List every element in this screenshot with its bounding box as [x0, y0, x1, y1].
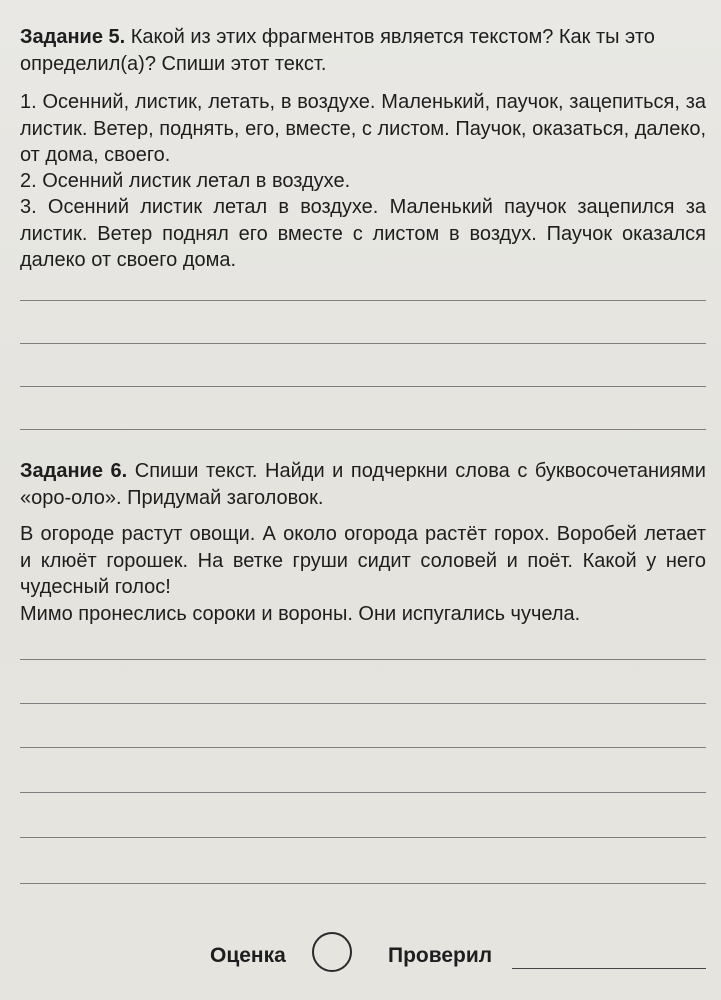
checked-by-label: Проверил: [388, 944, 493, 967]
writing-line[interactable]: [20, 747, 706, 748]
task-6-text: [20, 521, 706, 601]
writing-line[interactable]: [20, 429, 706, 430]
task-6-text-2: [20, 601, 706, 628]
task-5-item-3: [20, 194, 706, 274]
task-5-title: [20, 24, 706, 78]
task-6: [20, 458, 706, 512]
task-6-paragraph-2: Мимо пронеслись сороки и вороны. Они испугались чучела.: [20, 603, 581, 625]
task-6-title: [20, 458, 706, 512]
task-5-item-1-text: 1. Осенний, листик, летать, в воздухе. Маленький, паучок, зацепиться, за листик. Ветер, поднять, его, вместе, с листом. Паучок, оказаться, далеко, от дома, своего.: [20, 91, 706, 166]
task-5-instruction: Какой из этих фрагментов является текстом? Как ты это определил(а)? Спиши этот текст.: [20, 26, 655, 75]
grading-footer: [0, 930, 721, 980]
writing-line[interactable]: [20, 343, 706, 344]
task-5: [20, 24, 706, 78]
grade-circle[interactable]: [312, 932, 352, 972]
checked-by-signature-line[interactable]: [512, 968, 706, 969]
task-5-number: Задание 5.: [20, 26, 126, 48]
writing-line[interactable]: [20, 659, 706, 660]
task-6-number: Задание 6.: [20, 460, 128, 482]
task-5-item-3-text: 3. Осенний листик летал в воздухе. Маленький паучок зацепился за листик. Ветер поднял его вместе с листом в воздух. Паучок оказался далеко от своего дома.: [20, 196, 706, 271]
writing-line[interactable]: [20, 883, 706, 884]
writing-line[interactable]: [20, 300, 706, 301]
writing-line[interactable]: [20, 837, 706, 838]
task-6-paragraph-1: В огороде растут овощи. А около огорода растёт горох. Воробей летает и клюёт горошек. На ветке груши сидит соловей и поёт. Какой у него чудесный голос!: [20, 523, 706, 598]
writing-line[interactable]: [20, 792, 706, 793]
task-5-item-2-text: 2. Осенний листик летал в воздухе.: [20, 170, 351, 192]
task-6-instruction: Спиши текст. Найди и подчеркни слова с буквосочетаниями «оро-оло». Придумай заголовок.: [20, 460, 706, 509]
writing-line[interactable]: [20, 386, 706, 387]
grade-label: Оценка: [210, 944, 286, 967]
task-5-item-1: [20, 89, 706, 169]
task-5-item-2: [20, 168, 706, 195]
writing-line[interactable]: [20, 703, 706, 704]
